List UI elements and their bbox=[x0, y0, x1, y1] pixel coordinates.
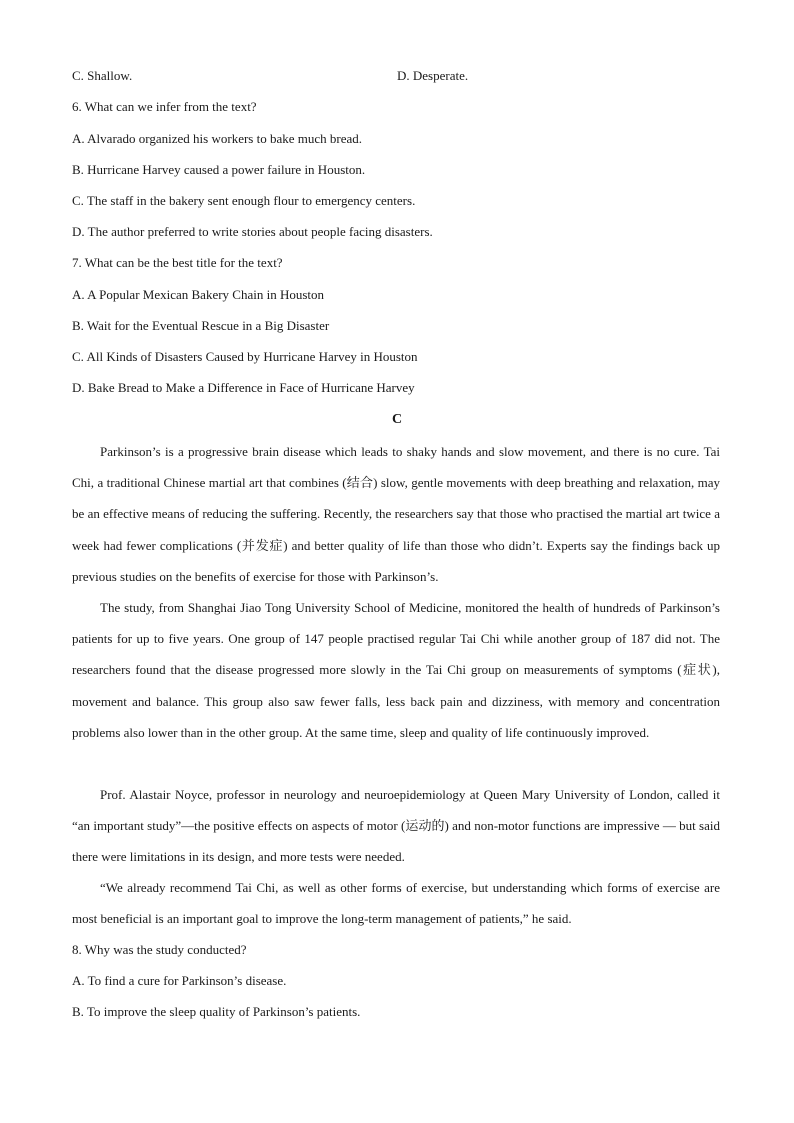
q5-option-d: D. Desperate. bbox=[397, 68, 469, 83]
q6-option-b: B. Hurricane Harvey caused a power failure in Houston. bbox=[72, 162, 366, 177]
passage-paragraph-2: The study, from Shanghai Jiao Tong University School of Medicine, monitored the health of hundreds of Parkinson’s patients for up to five years. One group of 147 people practised regular Tai Chi while another group of 187 did not. The researchers found that the disease progressed more slowly in the Tai Chi group on measurements of symptoms (症状), movement and balance. This group also saw fewer falls, less back pain and dizziness, with memory and concentration problems also lower than in the other group. At the same time, sleep and quality of life continuously improved. bbox=[72, 600, 720, 740]
q6-question: 6. What can we infer from the text? bbox=[72, 99, 257, 114]
q7-option-b: B. Wait for the Eventual Rescue in a Big Disaster bbox=[72, 318, 330, 333]
q7-option-a: A. A Popular Mexican Bakery Chain in Houston bbox=[72, 287, 325, 302]
q7-option-d: D. Bake Bread to Make a Difference in Face of Hurricane Harvey bbox=[72, 380, 415, 395]
q8-option-b: B. To improve the sleep quality of Parkinson’s patients. bbox=[72, 1004, 361, 1019]
q7-option-c: C. All Kinds of Disasters Caused by Hurricane Harvey in Houston bbox=[72, 349, 418, 364]
q7-question: 7. What can be the best title for the text? bbox=[72, 255, 283, 270]
q6-option-c: C. The staff in the bakery sent enough flour to emergency centers. bbox=[72, 193, 416, 208]
passage-paragraph-4: “We already recommend Tai Chi, as well as other forms of exercise, but understanding which forms of exercise are most beneficial is an important goal to improve the long-term management of patients,” he said. bbox=[72, 880, 720, 927]
q5-option-c: C. Shallow. bbox=[72, 68, 133, 83]
passage-paragraph-3: Prof. Alastair Noyce, professor in neurology and neuroepidemiology at Queen Mary University of London, called it “an important study”—the positive effects on aspects of motor (运动的) and non-motor functions are impressive — but said there were limitations in its design, and more tests were needed. bbox=[72, 787, 720, 865]
q6-option-d: D. The author preferred to write stories about people facing disasters. bbox=[72, 224, 433, 239]
q8-question: 8. Why was the study conducted? bbox=[72, 942, 247, 957]
q8-option-a: A. To find a cure for Parkinson’s disease. bbox=[72, 973, 287, 988]
passage-paragraph-1: Parkinson’s is a progressive brain disease which leads to shaky hands and slow movement, and there is no cure. Tai Chi, a traditional Chinese martial art that combines (结合) slow, gentle movements with deep breathing and relaxation, may be an effective means of reducing the suffering. Recently, the researchers say that those who practised the martial art twice a week had fewer complications (并发症) and better quality of life than those who didn’t. Experts say the findings back up previous studies on the benefits of exercise for those with Parkinson’s. bbox=[72, 444, 720, 584]
section-heading: C bbox=[391, 412, 403, 427]
q6-option-a: A. Alvarado organized his workers to bake much bread. bbox=[72, 131, 363, 146]
